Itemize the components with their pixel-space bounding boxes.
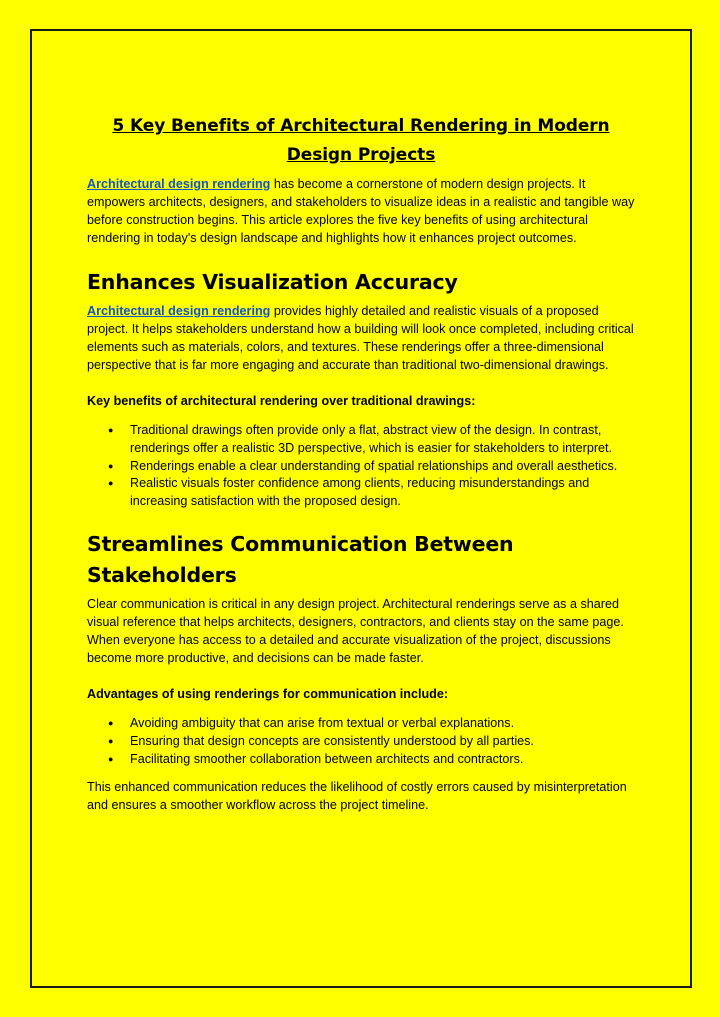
list-item-text: Traditional drawings often provide only a flat, abstract view of the design. In contrast, renderings offer a realistic 3D perspective, which is easier for stakeholders to interpret. [130, 423, 613, 455]
bullet-icon: ● [108, 478, 114, 489]
intro-paragraph [87, 175, 635, 247]
section1-paragraph [87, 302, 635, 374]
section2-bullet-list [87, 715, 635, 768]
section2-subheading: Advantages of using renderings for communication include: [87, 686, 449, 701]
section2-heading: Streamlines Communication Between Stakeholders [87, 531, 514, 587]
section1-text: provides highly detailed and realistic visuals of a proposed project. It helps stakeholders understand how a building will look once completed, including critical elements such as materials, colors, and textures. These renderings offer a three-dimensional perspective that is far more engaging and accurate than traditional two-dimensional drawings. [87, 304, 634, 372]
list-item-text: Ensuring that design concepts are consistently understood by all parties. [130, 733, 534, 748]
bullet-icon: ● [108, 753, 114, 764]
list-item [87, 422, 635, 458]
section1-heading: Enhances Visualization Accuracy [87, 270, 458, 294]
architectural-design-rendering-link[interactable]: Architectural design rendering [87, 177, 271, 191]
list-item-text: Renderings enable a clear understanding of spatial relationships and overall aesthetics. [130, 458, 618, 473]
document-title: 5 Key Benefits of Architectural Rendering in Modern Design Projects [112, 116, 610, 165]
list-item [87, 751, 635, 769]
section2-paragraph: Clear communication is critical in any design project. Architectural renderings serve as a shared visual reference that helps architects, designers, contractors, and clients stay on the same page. When everyone has access to a detailed and accurate visualization of the project, discussions become more productive, and decisions can be made faster. [87, 596, 624, 665]
list-item-text: Facilitating smoother collaboration between architects and contractors. [130, 751, 524, 766]
list-item [87, 715, 635, 733]
section1-subheading: Key benefits of architectural rendering over traditional drawings: [87, 394, 476, 408]
list-item-text: Realistic visuals foster confidence among clients, reducing misunderstandings and increasing satisfaction with the proposed design. [130, 476, 590, 509]
list-item-text: Avoiding ambiguity that can arise from textual or verbal explanations. [130, 715, 515, 730]
bullet-icon: ● [108, 460, 114, 471]
list-item [87, 458, 635, 476]
bullet-icon: ● [108, 425, 114, 435]
section2-closing-paragraph: This enhanced communication reduces the likelihood of costly errors caused by misinterpretation and ensures a smoother workflow across the project timeline. [87, 780, 627, 813]
bullet-icon: ● [108, 717, 114, 728]
section1-bullet-list [87, 422, 635, 511]
architectural-design-rendering-link-2[interactable]: Architectural design rendering [87, 304, 271, 318]
list-item [87, 475, 635, 511]
list-item [87, 733, 635, 751]
document-body [87, 112, 635, 814]
bullet-icon: ● [108, 735, 114, 746]
intro-text: has become a cornerstone of modern design projects. It empowers architects, designers, and stakeholders to visualize ideas in a realistic and tangible way before construction begins. This article explores the five key benefits of using architectural rendering in today's design landscape and highlights how it enhances project outcomes. [87, 177, 635, 245]
